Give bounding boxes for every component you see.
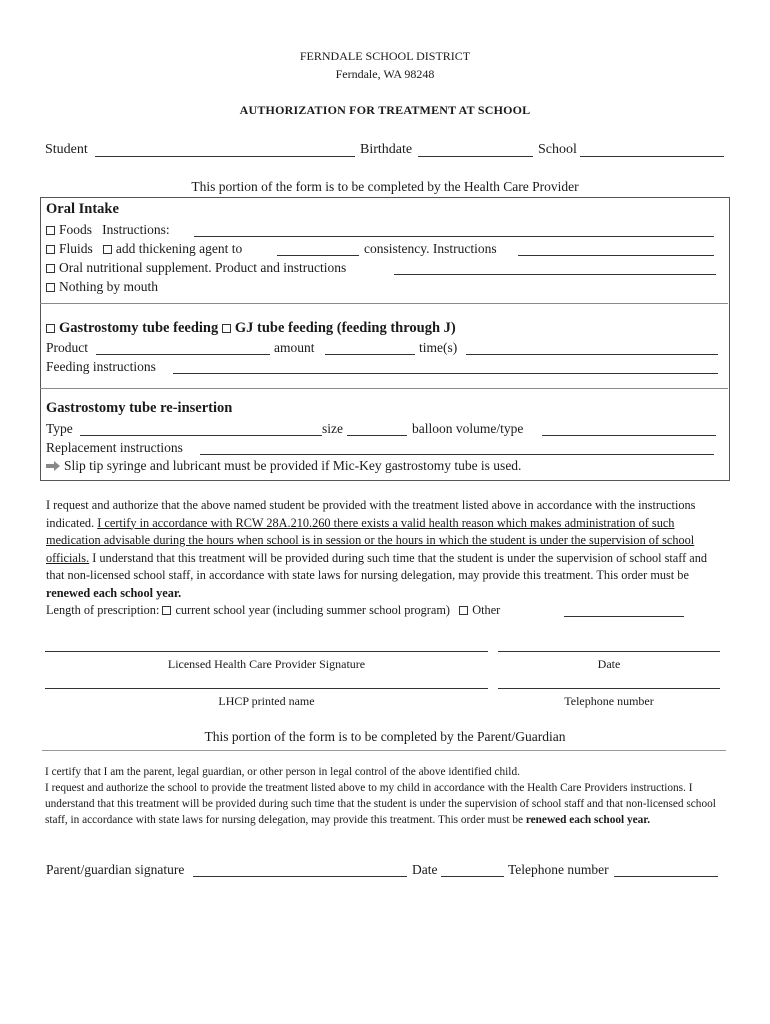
lhcp-signature-field[interactable] <box>45 651 488 652</box>
product-label: Product <box>46 340 88 355</box>
fluids-row: Fluids add thickening agent to <box>46 241 242 257</box>
replacement-label: Replacement instructions <box>46 440 183 455</box>
amount-field[interactable] <box>325 354 415 355</box>
times-label: time(s) <box>419 340 458 355</box>
foods-row: Foods Instructions: <box>46 222 170 238</box>
parent-telephone-label: Telephone number <box>508 862 609 877</box>
amount-label: amount <box>274 340 315 355</box>
reinsertion-heading: Gastrostomy tube re-insertion <box>46 400 233 416</box>
lhcp-date-label: Date <box>597 657 621 671</box>
thickening-checkbox[interactable] <box>103 245 112 254</box>
parent-section-heading: This portion of the form is to be completed by the Parent/Guardian <box>204 729 566 744</box>
parent-signature-field[interactable] <box>193 876 407 877</box>
student-field[interactable] <box>95 156 355 157</box>
lhcp-telephone-field[interactable] <box>498 688 720 689</box>
oral-intake-heading: Oral Intake <box>46 201 119 217</box>
replacement-field[interactable] <box>200 454 714 455</box>
lhcp-date-field[interactable] <box>498 651 720 652</box>
lhcp-telephone-label: Telephone number <box>564 694 654 708</box>
balloon-label: balloon volume/type <box>412 421 524 436</box>
type-field[interactable] <box>80 435 322 436</box>
product-field[interactable] <box>96 354 270 355</box>
times-field[interactable] <box>466 354 718 355</box>
foods-instructions-field[interactable] <box>194 236 714 237</box>
arrow-right-icon <box>46 461 60 471</box>
other-checkbox[interactable] <box>459 606 468 615</box>
district-name: FERNDALE SCHOOL DISTRICT <box>299 49 471 63</box>
supplement-checkbox[interactable] <box>46 264 55 273</box>
fluids-checkbox[interactable] <box>46 245 55 254</box>
supplement-field[interactable] <box>394 274 716 275</box>
parent-signature-label: Parent/guardian signature <box>46 862 185 877</box>
lhcp-printed-field[interactable] <box>45 688 488 689</box>
divider <box>42 750 726 751</box>
parent-cert-text: I certify that I am the parent, legal guardian, or other person in legal control of the above identified child. <box>45 766 520 778</box>
nothing-row: Nothing by mouth <box>46 279 158 295</box>
student-label: Student <box>45 142 88 157</box>
district-address: Ferndale, WA 98248 <box>335 67 435 81</box>
size-field[interactable] <box>347 435 407 436</box>
lhcp-signature-label: Licensed Health Care Provider Signature <box>167 657 366 671</box>
prescription-length-row: Length of prescription: current school year (including summer school program) Other <box>46 603 501 617</box>
school-label: School <box>538 142 577 157</box>
mickey-note: Slip tip syringe and lubricant must be provided if Mic-Key gastrostomy tube is used. <box>46 458 521 474</box>
foods-checkbox[interactable] <box>46 226 55 235</box>
parent-telephone-field[interactable] <box>614 876 718 877</box>
consistency-label: consistency. Instructions <box>364 241 497 256</box>
supplement-row: Oral nutritional supplement. Product and instructions <box>46 260 346 276</box>
lhcp-printed-label: LHCP printed name <box>218 694 315 708</box>
other-field[interactable] <box>564 616 684 617</box>
size-label: size <box>322 421 343 436</box>
parent-request-text: I request and authorize the school to provide the treatment listed above to my child in accordance with the Health Care Providers instructions. I understand that this treatment will be provided during such time that the student is under the supervision of school staff and that non-licensed school staff, in accordance with state laws for nursing delegation, may provide this treatment. This order must be renewed each school year. <box>45 782 716 826</box>
type-label: Type <box>46 421 73 436</box>
provider-authorization-text: I request and authorize that the above named student be provided with the treatment listed above in accordance with the instructions indicated. I certify in accordance with RCW 28A.210.260 there exists a valid health reason which makes administration of such medication advisable during the hours when school is in session or the hours in which the student is under the supervision of school officials. I understand that this treatment will be provided during such time that the student is under the supervision of school staff and that non-licensed school staff, in accordance with state laws for nursing delegation, may provide this treatment. This order must be renewed each school year. <box>46 498 708 600</box>
feeding-instructions-field[interactable] <box>173 373 718 374</box>
divider <box>40 388 728 389</box>
parent-date-field[interactable] <box>441 876 504 877</box>
balloon-field[interactable] <box>542 435 716 436</box>
provider-section-heading: This portion of the form is to be completed by the Health Care Provider <box>191 179 579 194</box>
form-title: AUTHORIZATION FOR TREATMENT AT SCHOOL <box>239 103 531 117</box>
consistency-field[interactable] <box>277 255 359 256</box>
feeding-instructions-label: Feeding instructions <box>46 359 156 374</box>
fluids-instructions-field[interactable] <box>518 255 714 256</box>
gastrostomy-checkbox[interactable] <box>46 324 55 333</box>
birthdate-label: Birthdate <box>360 142 413 157</box>
gj-checkbox[interactable] <box>222 324 231 333</box>
divider <box>40 303 728 304</box>
provider-box <box>40 197 730 481</box>
parent-date-label: Date <box>412 862 438 877</box>
gtube-row: Gastrostomy tube feeding GJ tube feeding (feeding through J) <box>46 320 456 337</box>
birthdate-field[interactable] <box>418 156 533 157</box>
current-year-checkbox[interactable] <box>162 606 171 615</box>
nothing-checkbox[interactable] <box>46 283 55 292</box>
school-field[interactable] <box>580 156 724 157</box>
